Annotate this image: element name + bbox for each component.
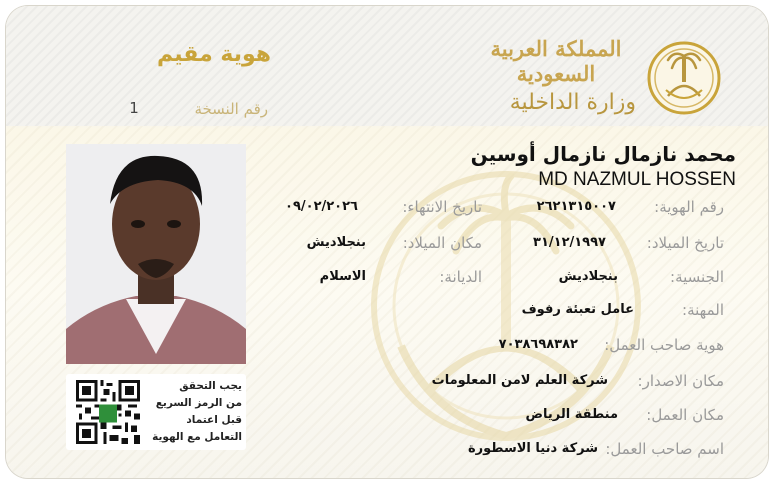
employer-name-label: اسم صاحب العمل:: [605, 440, 724, 458]
holder-photo: [66, 144, 246, 364]
religion-label: الديانة:: [439, 268, 482, 286]
residence-id-card: [6, 6, 768, 478]
copy-number-value: 1: [129, 99, 139, 117]
issue-place-label: مكان الاصدار:: [637, 372, 724, 390]
holder-name-english: MD NAZMUL HOSSEN: [538, 169, 736, 190]
id-number-value: ٢٦٢١٣١٥٠٠٧: [536, 199, 616, 214]
nationality-label: الجنسية:: [670, 268, 724, 286]
dob-label: تاريخ الميلاد:: [646, 234, 724, 252]
kingdom-title: المملكة العربية السعودية: [490, 36, 622, 86]
document-title: هوية مقيم: [157, 42, 271, 67]
employer-id-value: ٧٠٣٨٦٩٨٣٨٢: [498, 337, 578, 352]
qr-note-line: التعامل مع الهوية: [152, 431, 242, 443]
holder-name-arabic: محمد نازمال نازمال أوسين: [470, 142, 736, 166]
employer-id-label: هوية صاحب العمل:: [604, 336, 724, 354]
ministry-name: وزارة الداخلية: [509, 90, 636, 115]
religion-value: الاسلام: [319, 269, 366, 284]
expiry-label: تاريخ الانتهاء:: [402, 198, 482, 216]
birthplace-label: مكان الميلاد:: [402, 234, 482, 252]
qr-code-icon[interactable]: [76, 380, 140, 444]
dob-value: ٣١/١٢/١٩٩٧: [533, 235, 606, 250]
profession-value: عامل تعبئة رفوف: [521, 302, 634, 317]
qr-note-line: قبل اعتماد: [186, 414, 242, 426]
employer-name-value: شركة دنيا الاسطورة: [468, 441, 598, 456]
birthplace-value: بنجلاديش: [306, 235, 366, 250]
issue-place-value: شركة العلم لامن المعلومات: [431, 373, 608, 388]
qr-verification-note: [146, 378, 242, 446]
copy-number-label: رقم النسخة: [194, 100, 268, 118]
qr-note-line: من الرمز السريع: [155, 397, 242, 409]
saudi-emblem-icon: [646, 40, 722, 116]
work-place-label: مكان العمل:: [646, 406, 724, 424]
id-number-label: رقم الهوية:: [654, 198, 724, 216]
expiry-value: ٠٩/٠٢/٢٠٢٦: [285, 199, 358, 214]
profession-label: المهنة:: [682, 301, 724, 319]
work-place-value: منطقة الرياض: [525, 407, 618, 422]
qr-note-line: يجب التحقق: [179, 380, 242, 392]
nationality-value: بنجلاديش: [558, 269, 618, 284]
